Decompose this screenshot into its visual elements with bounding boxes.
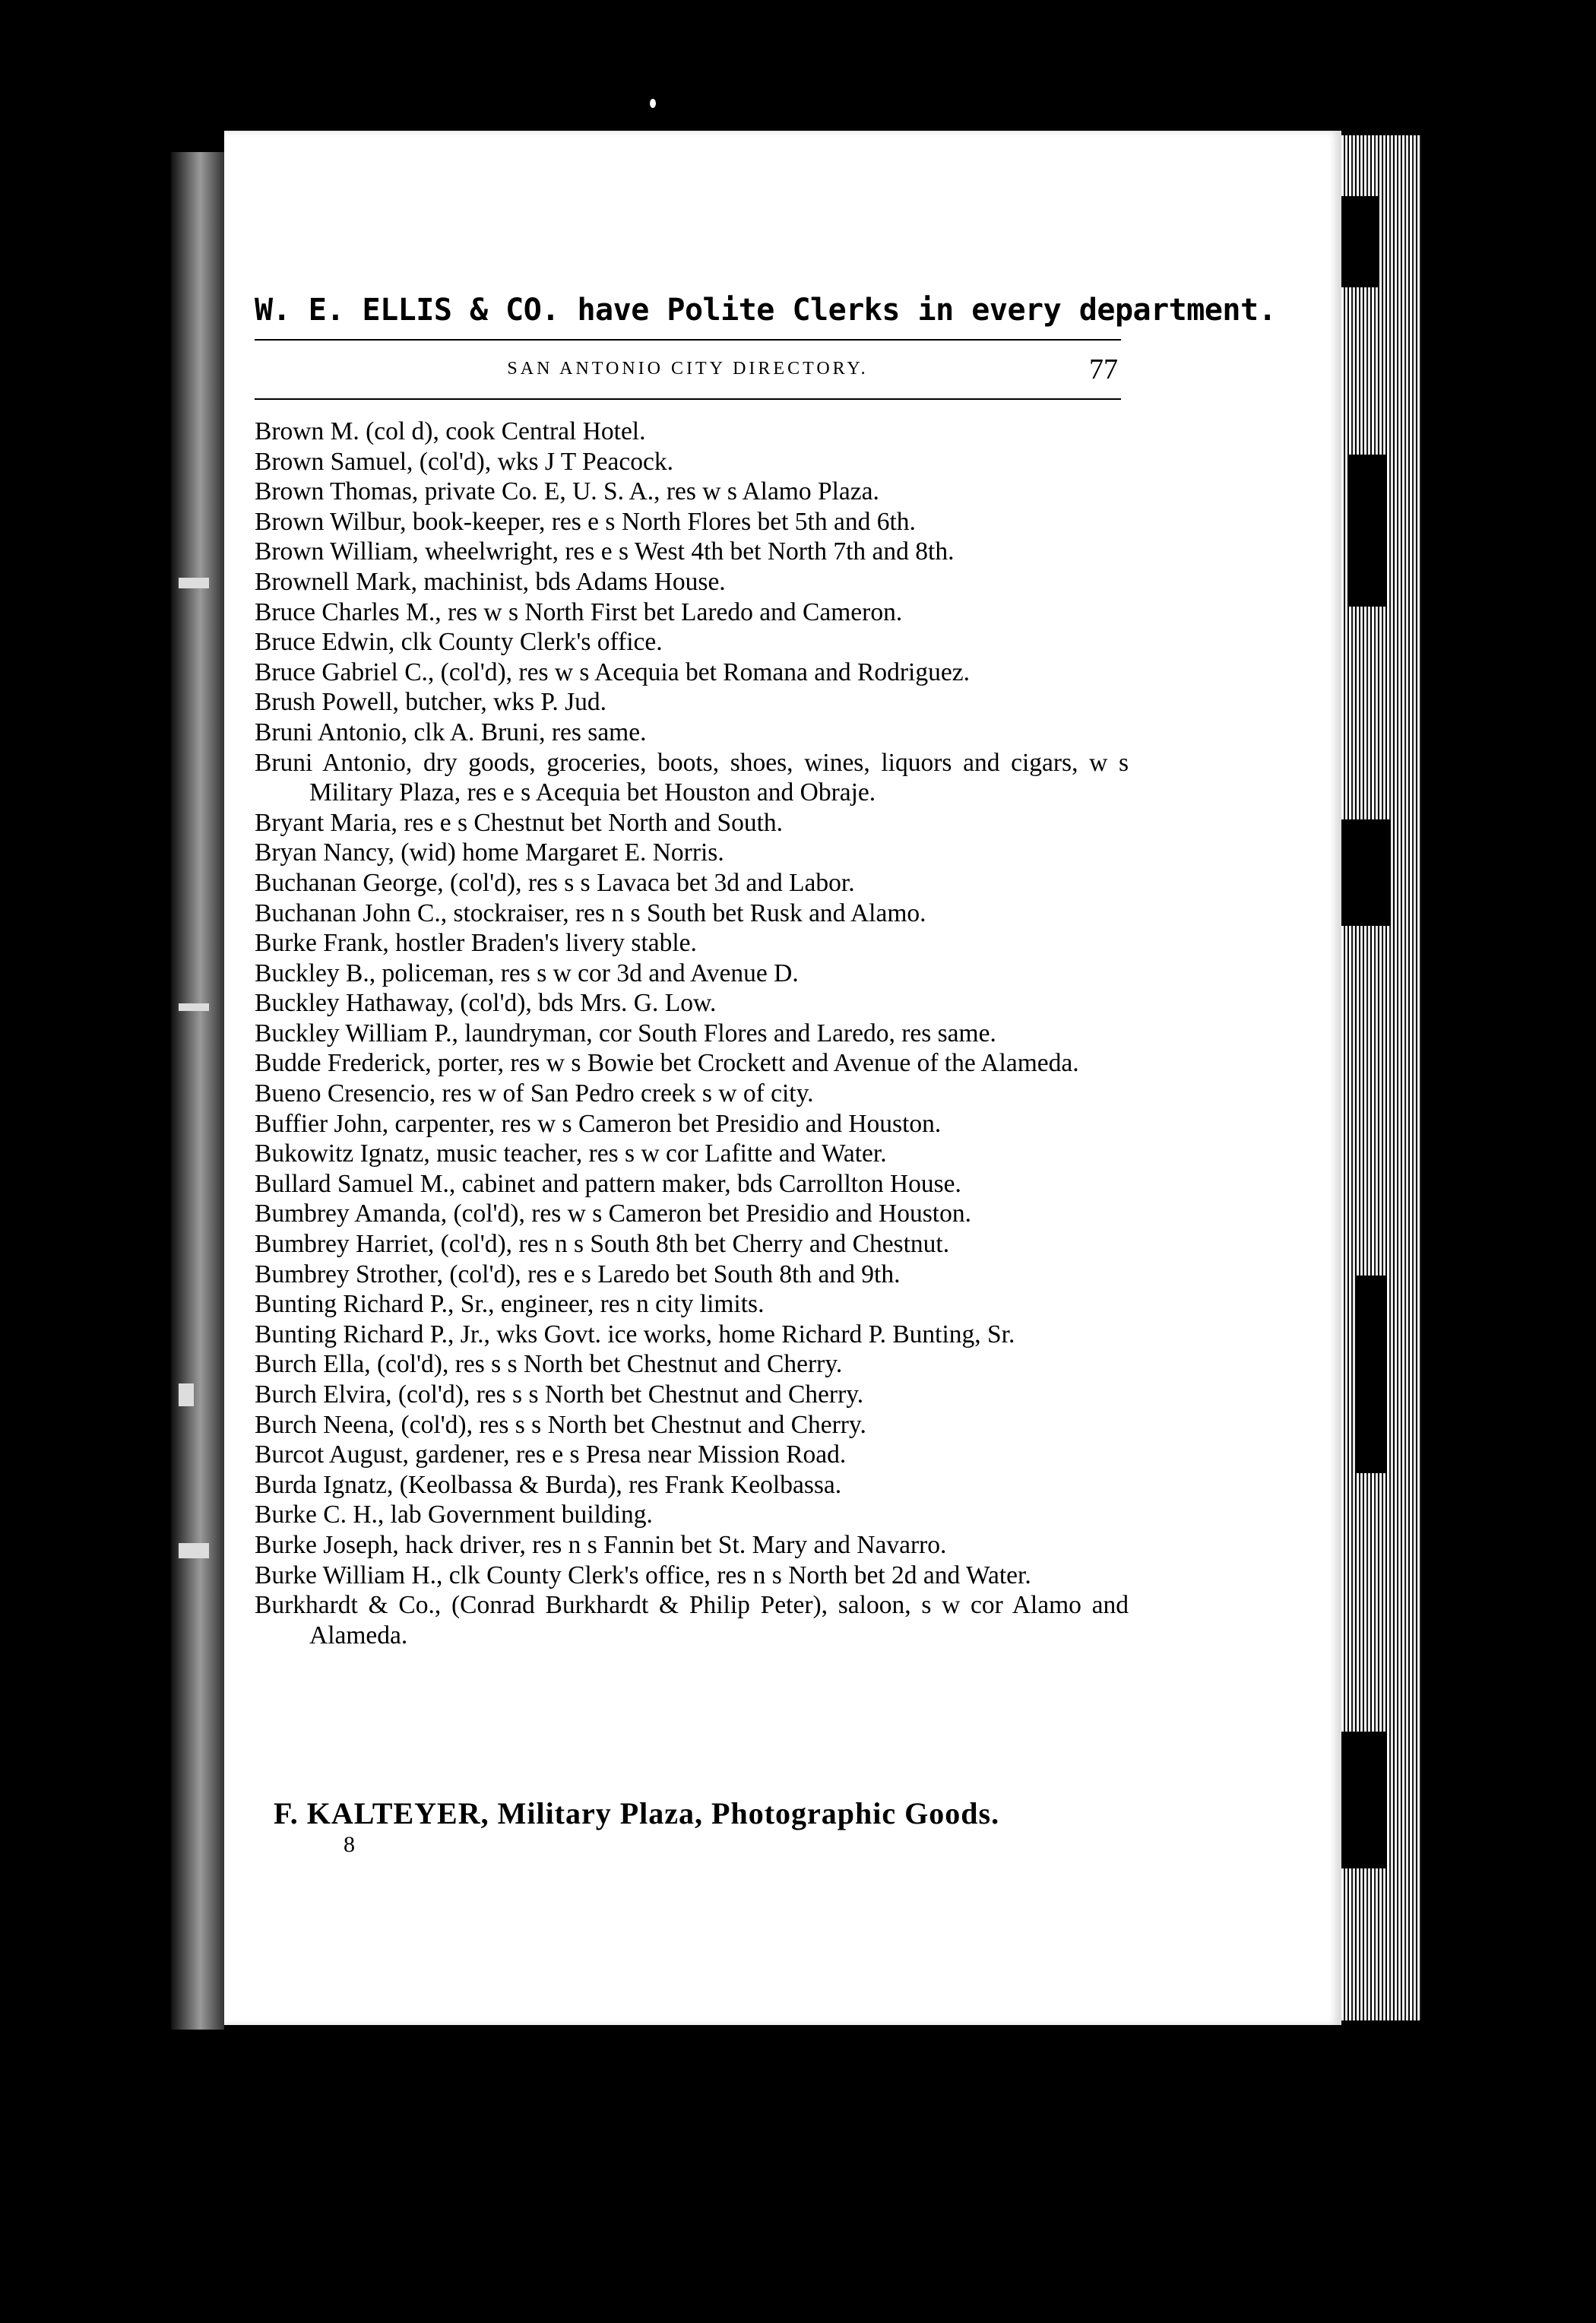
- directory-entry: Bumbrey Amanda, (col'd), res w s Cameron bet Presidio and Houston.: [255, 1200, 971, 1228]
- directory-entry: Brown Samuel, (col'd), wks J T Peacock.: [255, 447, 673, 476]
- directory-entry: Bunting Richard P., Jr., wks Govt. ice works, home Richard P. Bunting, Sr.: [255, 1320, 1015, 1348]
- directory-entry: Buchanan John C., stockraiser, res n s South bet Rusk and Alamo.: [255, 898, 926, 927]
- directory-entry: Burke Joseph, hack driver, res n s Fannin bet St. Mary and Navarro.: [255, 1530, 947, 1559]
- scan-speck: [650, 99, 656, 108]
- directory-entry: Brownell Mark, machinist, bds Adams House.: [255, 567, 726, 596]
- directory-entry: Bunting Richard P., Sr., engineer, res n city limits.: [255, 1290, 765, 1319]
- directory-entry: Buckley William P., laundryman, cor South Flores and Laredo, res same.: [255, 1019, 996, 1047]
- directory-entry: Buffier John, carpenter, res w s Cameron bet Presidio and Houston.: [255, 1109, 942, 1138]
- directory-entry: Burkhardt & Co., (Conrad Burkhardt & Philip Peter), saloon, s w cor Alamo and Alameda.: [255, 1591, 1129, 1650]
- scan-speck: [1258, 1970, 1265, 1978]
- bottom-advertisement: F. KALTEYER, Military Plaza, Photographic Goods.: [274, 1796, 1000, 1830]
- directory-entry: Bruce Charles M., res w s North First bet Laredo and Cameron.: [255, 597, 903, 626]
- directory-entry: Budde Frederick, porter, res w s Bowie bet Crockett and Avenue of the Alameda.: [255, 1049, 1079, 1078]
- directory-entry: Brown William, wheelwright, res e s West 4th bet North 7th and 8th.: [255, 537, 955, 566]
- spine-mark: [179, 1543, 209, 1558]
- running-head: [255, 353, 1121, 383]
- directory-entry: Bryant Maria, res e s Chestnut bet North and South.: [255, 808, 784, 837]
- directory-entry: Burke William H., clk County Clerk's office, res n s North bet 2d and Water.: [255, 1561, 1031, 1589]
- spine-mark: [179, 1383, 194, 1406]
- directory-entry: Bruni Antonio, dry goods, groceries, boots, shoes, wines, liquors and cigars, w s Military Plaza, res e s Acequia bet Houston and Obraje.: [255, 748, 1129, 807]
- directory-entry: Bruni Antonio, clk A. Bruni, res same.: [255, 718, 647, 746]
- directory-entry: Buckley B., policeman, res s w cor 3d and Avenue D.: [255, 959, 799, 987]
- directory-entry: Bumbrey Harriet, (col'd), res n s South 8th bet Cherry and Chestnut.: [255, 1230, 950, 1259]
- directory-entry: Brown Thomas, private Co. E, U. S. A., res w s Alamo Plaza.: [255, 477, 879, 506]
- directory-entry: Bruce Gabriel C., (col'd), res w s Acequia bet Romana and Rodriguez.: [255, 658, 970, 686]
- spine-mark: [179, 578, 209, 588]
- directory-entry: Brown Wilbur, book-keeper, res e s North Flores bet 5th and 6th.: [255, 507, 916, 536]
- directory-entry: Brown M. (col d), cook Central Hotel.: [255, 417, 646, 445]
- book-spine-edge: [171, 152, 224, 2030]
- spine-mark: [179, 1003, 209, 1011]
- directory-entry: Bueno Cresencio, res w of San Pedro creek s w of city.: [255, 1079, 814, 1108]
- directory-entry: Bryan Nancy, (wid) home Margaret E. Norris.: [255, 838, 724, 867]
- directory-entry: Burke Frank, hostler Braden's livery stable.: [255, 929, 697, 958]
- directory-entries: [255, 417, 1129, 1650]
- directory-entry: Burch Elvira, (col'd), res s s North bet Chestnut and Cherry.: [255, 1380, 864, 1409]
- directory-entry: Brush Powell, butcher, wks P. Jud.: [255, 688, 607, 717]
- directory-entry: Burda Ignatz, (Keolbassa & Burda), res Frank Keolbassa.: [255, 1470, 842, 1499]
- directory-entry: Bruce Edwin, clk County Clerk's office.: [255, 628, 663, 657]
- top-advertisement: W. E. ELLIS & CO. have Polite Clerks in every department.: [255, 293, 1277, 328]
- page-number: 77: [1089, 353, 1118, 385]
- directory-entry: Burch Neena, (col'd), res s s North bet Chestnut and Cherry.: [255, 1410, 866, 1439]
- directory-entry: Burcot August, gardener, res e s Presa near Mission Road.: [255, 1440, 847, 1469]
- directory-entry: Burch Ella, (col'd), res s s North bet Chestnut and Cherry.: [255, 1350, 843, 1379]
- directory-entry: Buckley Hathaway, (col'd), bds Mrs. G. Low.: [255, 989, 717, 1018]
- header-rule-bottom: [255, 398, 1121, 400]
- directory-entry: Bullard Samuel M., cabinet and pattern maker, bds Carrollton House.: [255, 1169, 961, 1198]
- directory-entry: Buchanan George, (col'd), res s s Lavaca bet 3d and Labor.: [255, 868, 855, 897]
- signature-mark: 8: [344, 1832, 355, 1857]
- header-rule-top: [255, 339, 1121, 341]
- directory-entry: Burke C. H., lab Government building.: [255, 1501, 653, 1529]
- directory-entry: Bukowitz Ignatz, music teacher, res s w cor Lafitte and Water.: [255, 1139, 887, 1168]
- directory-entry: Bumbrey Strother, (col'd), res e s Laredo bet South 8th and 9th.: [255, 1260, 901, 1288]
- running-head-title: SAN ANTONIO CITY DIRECTORY.: [507, 359, 869, 379]
